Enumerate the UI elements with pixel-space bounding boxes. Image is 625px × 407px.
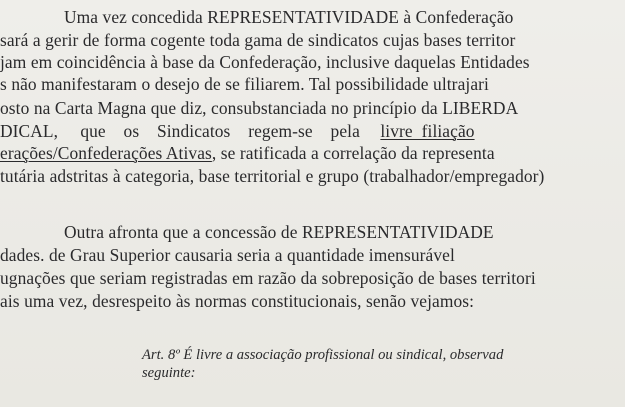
legal-citation-line-2: seguinte: <box>142 365 196 381</box>
paragraph-1-line-7 <box>0 143 495 163</box>
underlined-phrase-free-affiliation: livre filiação <box>380 121 475 141</box>
paragraph-1-line-3: jam em coincidência à base da Confederação, inclusive daquelas Entidades <box>0 52 530 72</box>
legal-citation-line-1: Art. 8º É livre a associação profissional ou sindical, observad <box>142 347 504 363</box>
paragraph-1-line-6 <box>0 121 475 141</box>
underlined-phrase-active-confederations: erações/Confederações Ativas <box>0 143 212 163</box>
paragraph-2-line-2: dades. de Grau Superior causaria seria a quantidade imensurável <box>0 245 455 265</box>
paragraph-2-line-3: ugnações que seriam registradas em razão da sobreposição de bases territori <box>0 268 536 288</box>
paragraph-1-line-6-text: DICAL, que os Sindicatos regem-se pela <box>0 121 360 141</box>
paragraph-1-line-2: sará a gerir de forma cogente toda gama de sindicatos cujas bases territor <box>0 30 516 50</box>
paragraph-1-line-8: tutária adstritas à categoria, base territorial e grupo (trabalhador/empregador) <box>0 166 545 186</box>
paragraph-2-line-4: ais uma vez, desrespeito às normas constitucionais, senão vejamos: <box>0 291 475 311</box>
paragraph-1-line-5: osto na Carta Magna que diz, consubstanciada no princípio da LIBERDA <box>0 98 519 118</box>
paragraph-2-line-1: Outra afronta que a concessão de REPRESENTATIVIDADE <box>64 222 494 242</box>
paragraph-1-line-4: s não manifestaram o desejo de se filiarem. Tal possibilidade ultrajari <box>0 74 489 94</box>
paragraph-1-line-1: Uma vez concedida REPRESENTATIVIDADE à Confederação <box>64 7 514 27</box>
paragraph-1-line-7-text: , se ratificada a correlação da representa <box>211 143 495 163</box>
